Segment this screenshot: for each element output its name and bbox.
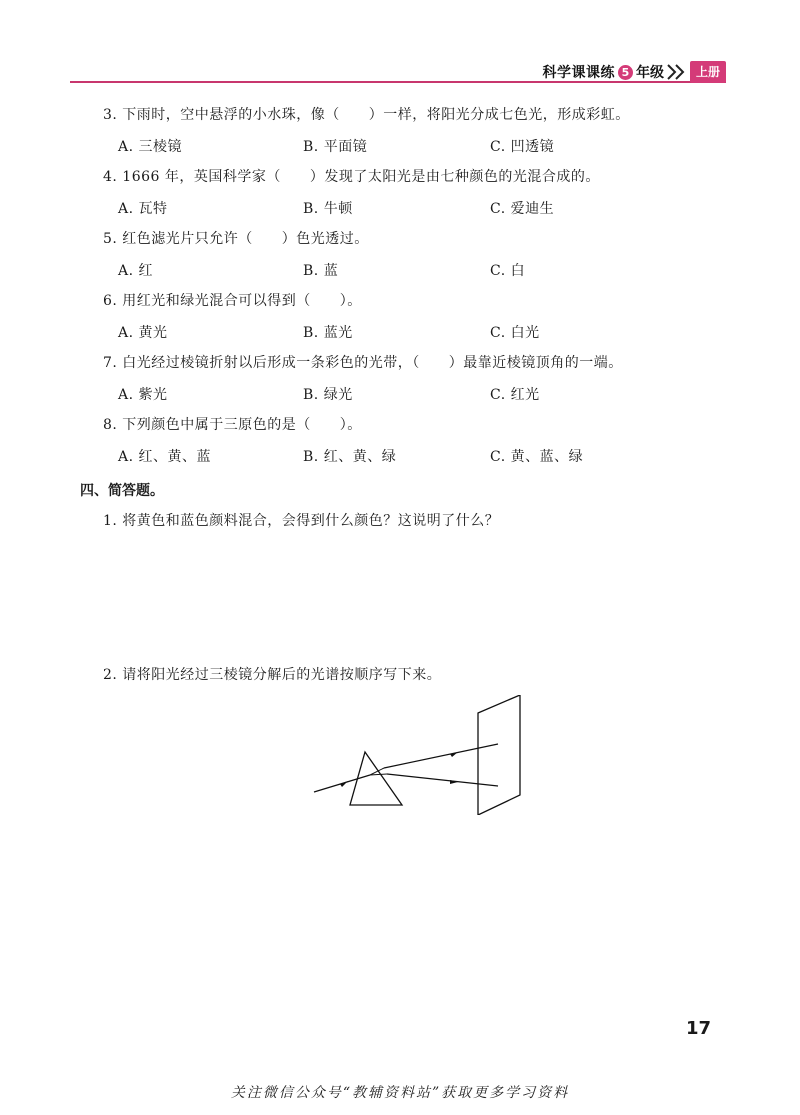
question-5-options	[118, 260, 678, 280]
short-answer-2: 2. 请将阳光经过三棱镜分解后的光谱按顺序写下来。	[103, 667, 442, 683]
option-a[interactable]: A. 瓦特	[118, 201, 168, 217]
option-a[interactable]: A. 紫光	[118, 387, 168, 403]
option-c[interactable]: C. 黄、蓝、绿	[490, 449, 584, 465]
header-title-group	[542, 60, 726, 84]
arrow	[340, 781, 348, 787]
question-4-options	[118, 198, 678, 218]
grade-label: 年级	[635, 65, 664, 81]
option-b[interactable]: B. 蓝光	[303, 325, 353, 341]
book-title: 科学课课练	[542, 65, 615, 81]
option-b[interactable]: B. 牛顿	[303, 201, 353, 217]
option-c[interactable]: C. 白光	[490, 325, 540, 341]
question-3: 3. 下雨时，空中悬浮的小水珠，像（ ）一样，将阳光分成七色光，形成彩虹。	[103, 107, 630, 123]
screen	[478, 695, 520, 815]
footer-note: 关注微信公众号“教辅资料站”获取更多学习资料	[230, 1085, 570, 1101]
option-a[interactable]: A. 红、黄、蓝	[118, 449, 212, 465]
option-a[interactable]: A. 黄光	[118, 325, 168, 341]
question-7-options	[118, 384, 678, 404]
grade-number-badge: 5	[618, 65, 633, 80]
outgoing-ray-top	[384, 744, 498, 768]
option-c[interactable]: C. 红光	[490, 387, 540, 403]
question-3-options	[118, 136, 678, 156]
question-6: 6. 用红光和绿光混合可以得到（ ）。	[103, 293, 362, 309]
question-6-options	[118, 322, 678, 342]
prism-diagram	[310, 695, 540, 815]
option-b[interactable]: B. 绿光	[303, 387, 353, 403]
option-a[interactable]: A. 三棱镜	[118, 139, 183, 155]
outgoing-ray-bottom	[387, 774, 498, 786]
question-4: 4. 1666 年，英国科学家（ ）发现了太阳光是由七种颜色的光混合成的。	[103, 169, 600, 185]
page-header	[70, 60, 726, 86]
option-a[interactable]: A. 红	[118, 263, 154, 279]
option-c[interactable]: C. 爱迪生	[490, 201, 555, 217]
question-7: 7. 白光经过棱镜折射以后形成一条彩色的光带，（ ）最靠近棱镜顶角的一端。	[103, 355, 623, 371]
question-5: 5. 红色滤光片只允许（ ）色光透过。	[103, 231, 369, 247]
option-c[interactable]: C. 白	[490, 263, 526, 279]
option-c[interactable]: C. 凹透镜	[490, 139, 555, 155]
option-b[interactable]: B. 红、黄、绿	[303, 449, 397, 465]
question-8-options	[118, 446, 678, 466]
short-answer-1: 1. 将黄色和蓝色颜料混合，会得到什么颜色？这说明了什么？	[103, 513, 500, 529]
double-chevron-right-icon	[666, 63, 688, 81]
page-number: 17	[686, 1018, 712, 1039]
term-badge: 上册	[690, 61, 726, 83]
option-b[interactable]: B. 平面镜	[303, 139, 368, 155]
option-b[interactable]: B. 蓝	[303, 263, 339, 279]
section-heading: 四、简答题。	[80, 483, 164, 499]
question-8: 8. 下列颜色中属于三原色的是（ ）。	[103, 417, 362, 433]
arrow	[450, 780, 458, 784]
